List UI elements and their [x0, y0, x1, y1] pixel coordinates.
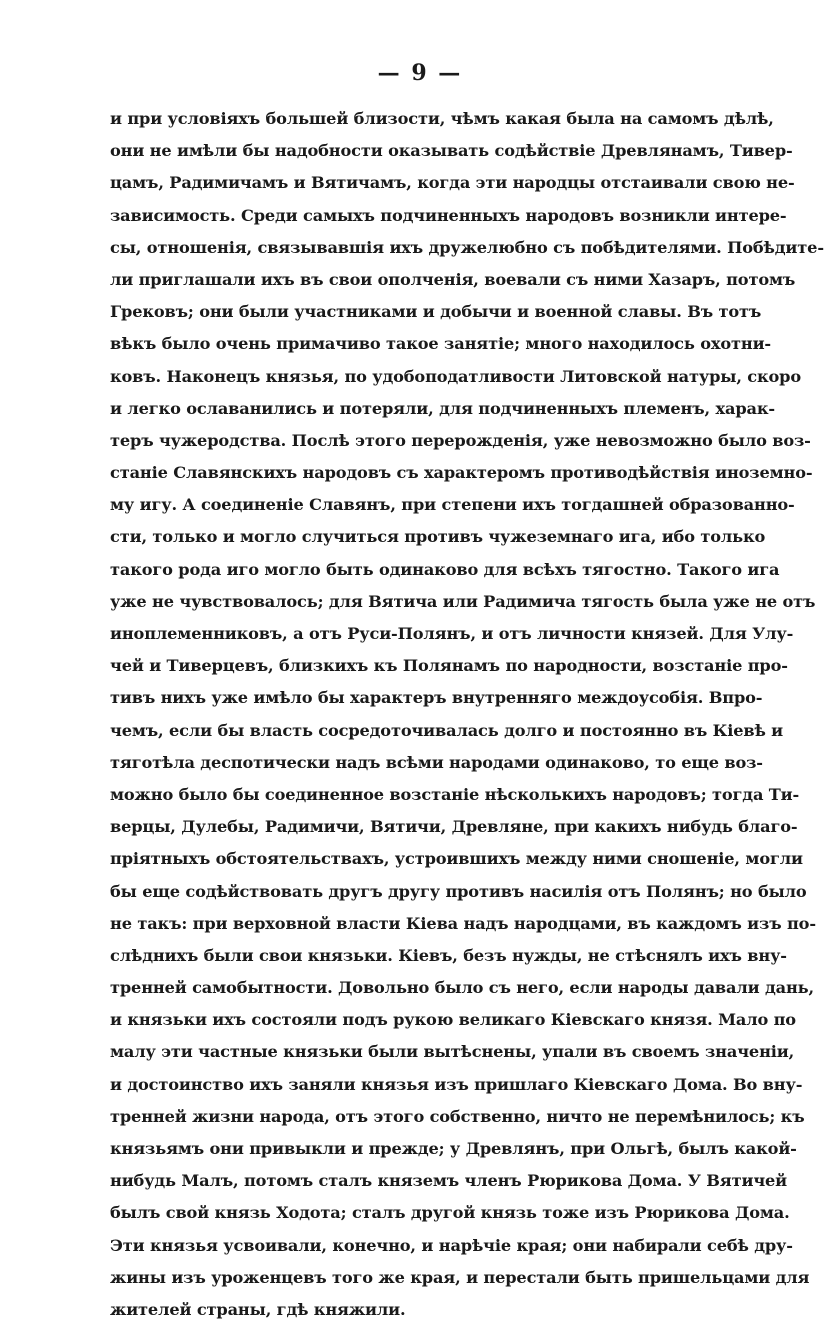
text-line: чемъ, если бы власть сосредоточивалась долго и постоянно въ Кіевѣ и [110, 720, 784, 740]
text-line: и достоинство ихъ заняли князья изъ пришлаго Кіевскаго Дома. Во вну- [110, 1074, 803, 1094]
text-line: жины изъ уроженцевъ того же края, и перестали быть пришельцами для [110, 1267, 810, 1287]
text-line: можно было бы соединенное возстаніе нѣсколькихъ народовъ; тогда Ти- [110, 784, 800, 804]
page-number: — 9 — [377, 60, 463, 86]
text-line: станіе Славянскихъ народовъ съ характеромъ противодѣйствія иноземно- [110, 463, 813, 483]
text-line: зависимость. Среди самыхъ подчиненныхъ народовъ возникли интере- [110, 205, 787, 225]
text-line: князьямъ они привыкли и прежде; у Древлянъ, при Ольгѣ, былъ какой- [110, 1139, 797, 1158]
text-line: пріятныхъ обстоятельствахъ, устроившихъ между ними сношеніе, могли [110, 849, 803, 869]
text-line: бы еще содѣйствовать другъ другу противъ насилія отъ Полянъ; но было [110, 881, 807, 901]
text-line: Грековъ; они были участниками и добычи и военной славы. Въ тотъ [110, 302, 762, 322]
text-line: уже не чувствовалось; для Вятича или Радимича тягость была уже не отъ [110, 591, 816, 611]
text-line: сы, отношенія, связывавшія ихъ дружелюбно съ побѣдителями. Побѣдите- [110, 237, 824, 257]
text-line-last: жителей страны, гдѣ княжили. [110, 1299, 406, 1319]
text-line: и при условіяхъ большей близости, чѣмъ какая была на самомъ дѣлѣ, [110, 109, 774, 128]
text-line: тренней жизни народа, отъ этого собственно, ничто не перемѣнилось; къ [110, 1106, 805, 1126]
text-line: малу эти частные князьки были вытѣснены, упали въ своемъ значеніи, [110, 1042, 795, 1062]
text-line: слѣднихъ были свои князьки. Кіевъ, безъ нужды, не стѣснялъ ихъ вну- [110, 945, 787, 965]
text-line: чей и Тиверцевъ, близкихъ къ Полянамъ по народности, возстаніе про- [110, 656, 788, 676]
text-line: иноплеменниковъ, а отъ Руси-Полянъ, и отъ личности князей. Для Улу- [110, 624, 794, 643]
text-line: тивъ нихъ уже имѣло бы характеръ внутренняго междоусобія. Впро- [110, 688, 763, 708]
text-line: цамъ, Радимичамъ и Вятичамъ, когда эти народцы отстаивали свою не- [110, 173, 795, 193]
text-line: сти, только и могло случиться противъ чужеземнаго ига, ибо только [110, 527, 766, 547]
text-line: ли приглашали ихъ въ свои ополченія, воевали съ ними Хазаръ, потомъ [110, 269, 796, 289]
text-line: вѣкъ было очень примачиво такое занятіе; много находилось охотни- [110, 334, 771, 354]
text-line: тренней самобытности. Довольно было съ него, если народы давали дань, [110, 978, 814, 998]
text-line: такого рода иго могло быть одинаково для всѣхъ тягостно. Такого ига [110, 559, 780, 579]
text-line: теръ чужеродства. Послѣ этого перерожденія, уже невозможно было воз- [110, 430, 811, 450]
text-line: не такъ: при верховной власти Кіева надъ народцами, въ каждомъ изъ по- [110, 913, 816, 933]
text-line: му игу. А соединеніе Славянъ, при степени ихъ тогдашней образованно- [110, 495, 795, 515]
text-line: верцы, Дулебы, Радимичи, Вятичи, Древляне, при какихъ нибудь благо- [110, 817, 798, 837]
text-line: и легко ославанились и потеряли, для подчиненныхъ племенъ, харак- [110, 398, 775, 418]
text-line: ковъ. Наконецъ князья, по удобоподатливости Литовской натуры, скоро [110, 366, 802, 386]
body-text [110, 103, 824, 1326]
text-line: тяготѣла деспотически надъ всѣми народами одинаково, то еще воз- [110, 752, 763, 772]
text-line: нибудь Малъ, потомъ сталъ княземъ членъ Рюрикова Дома. У Вятичей [110, 1171, 788, 1191]
text-line: они не имѣли бы надобности оказывать содѣйствіе Древлянамъ, Тивер- [110, 141, 793, 161]
text-line: Эти князья усвоивали, конечно, и нарѣчіе края; они набирали себѣ дру- [110, 1235, 793, 1255]
text-line: былъ свой князь Ходота; сталъ другой князь тоже изъ Рюрикова Дома. [110, 1203, 790, 1223]
text-line: и князьки ихъ состояли подъ рукою великаго Кіевскаго князя. Мало по [110, 1010, 796, 1030]
